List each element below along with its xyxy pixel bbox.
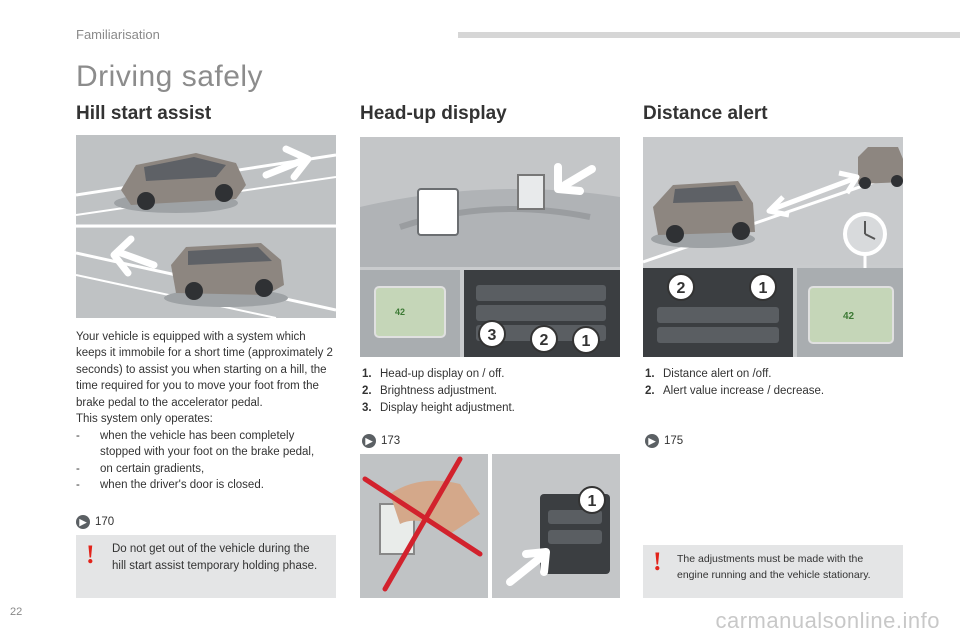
head-up-button-image — [360, 454, 620, 598]
head-up-items — [362, 366, 515, 417]
hill-start-description: Your vehicle is equipped with a system which keeps it immobile for a short time (approximately 2 seconds) to assist you when starting on a hill, the time required for you to move your foot from the brake pedal to the accelerator pedal. — [76, 331, 333, 409]
list-item: - when the vehicle has been completely stopped with your foot on the brake pedal, — [76, 430, 315, 459]
hud-screen — [375, 287, 445, 337]
svg-text:1: 1 — [587, 493, 597, 510]
hill-start-conditions — [76, 428, 338, 494]
distance-alert-illustration — [643, 137, 903, 357]
list-item: 2. Brightness adjustment. — [362, 385, 497, 397]
callout-3 — [479, 321, 505, 347]
list-item: - when the driver's door is closed. — [76, 479, 264, 492]
car-icon-ahead — [858, 147, 903, 189]
distance-alert-items — [645, 366, 824, 400]
page-number: 22 — [10, 606, 23, 618]
svg-text:2: 2 — [539, 332, 549, 349]
display-screen — [418, 189, 458, 235]
hill-start-operates-label: This system only operates: — [76, 413, 213, 425]
hill-start-page-ref[interactable]: ▶ 170 — [76, 515, 114, 529]
hill-start-title: Hill start assist — [76, 103, 212, 124]
page-title: Driving safely — [76, 60, 264, 93]
page-ref-icon: ▶ — [76, 515, 90, 529]
distance-alert-title: Distance alert — [643, 103, 768, 124]
callout-1 — [579, 487, 605, 513]
head-up-button-illustration — [360, 454, 620, 598]
callout-2 — [531, 326, 557, 352]
list-item: 3. Display height adjustment. — [362, 402, 515, 414]
callout-1 — [750, 274, 776, 300]
page-ref-icon: ▶ — [362, 434, 376, 448]
distance-alert-warning-box — [643, 545, 903, 598]
callout-2 — [668, 274, 694, 300]
list-item: 1. Distance alert on /off. — [645, 368, 772, 380]
header-section-label: Familiarisation — [76, 27, 160, 42]
car-icon-bottom — [164, 243, 288, 307]
header-divider-bar — [458, 32, 960, 38]
hill-start-warning-box — [76, 535, 336, 598]
svg-text:3: 3 — [487, 327, 497, 344]
distance-alert-page-ref[interactable]: ▶ 175 — [645, 434, 683, 448]
list-item: 1. Head-up display on / off. — [362, 368, 505, 380]
warning-exclamation-icon: ! — [86, 540, 95, 569]
head-up-page-ref[interactable]: ▶ 173 — [362, 434, 400, 448]
head-up-title: Head-up display — [360, 103, 507, 124]
head-up-glass — [518, 175, 544, 209]
page-ref-icon: ▶ — [645, 434, 659, 448]
svg-text:1: 1 — [581, 333, 591, 350]
distance-alert-warning-text: The adjustments must be made with the engine running and the vehicle stationary. — [677, 553, 871, 581]
callout-1 — [573, 327, 599, 353]
distance-alert-image — [643, 137, 903, 357]
svg-text:42: 42 — [395, 307, 406, 317]
svg-text:2: 2 — [676, 280, 686, 297]
list-item: - on certain gradients, — [76, 462, 205, 475]
svg-text:42: 42 — [843, 311, 855, 322]
head-up-illustration — [360, 137, 620, 357]
hill-start-image — [76, 135, 336, 318]
list-item: 2. Alert value increase / decrease. — [645, 385, 825, 397]
hill-start-illustration — [76, 135, 336, 318]
svg-text:1: 1 — [758, 280, 768, 297]
hill-start-warning-text: Do not get out of the vehicle during the hill start assist temporary holding phase. — [112, 543, 318, 572]
clock-icon — [845, 214, 885, 254]
warning-exclamation-icon: ! — [653, 547, 662, 576]
head-up-image — [360, 137, 620, 357]
site-watermark: carmanualsonline.info — [715, 608, 940, 633]
